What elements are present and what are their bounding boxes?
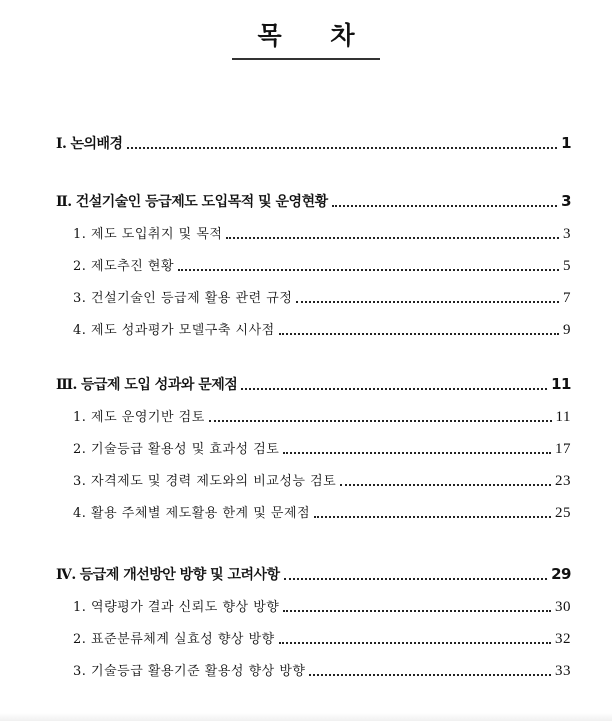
page-number: 9 [563, 322, 571, 338]
dot-leader [127, 147, 558, 149]
section-title: 등급제 도입 성과와 문제점 [80, 377, 238, 393]
toc-item[interactable] [56, 223, 571, 248]
page-number: 3 [563, 226, 571, 242]
dot-leader [226, 237, 559, 239]
dot-leader [283, 610, 551, 612]
toc-item[interactable] [56, 596, 571, 621]
page-number: 23 [555, 473, 571, 489]
toc-item[interactable] [56, 628, 571, 653]
dot-leader [241, 388, 547, 390]
dot-leader [284, 578, 548, 580]
item-title: 3. 자격제도 및 경력 제도와의 비교성능 검토 [73, 474, 337, 489]
title-wrap [0, 12, 612, 60]
toc-item[interactable] [56, 319, 571, 344]
section-label [56, 564, 280, 584]
item-title: 4. 활용 주체별 제도활용 한계 및 문제점 [73, 506, 311, 521]
dot-leader [340, 484, 551, 486]
page-number: 29 [551, 565, 571, 583]
dot-leader [209, 420, 552, 422]
section-label [56, 374, 237, 394]
section-title: 등급제 개선방안 방향 및 고려사항 [79, 567, 280, 583]
dot-leader [178, 269, 559, 271]
table-of-contents [56, 133, 571, 685]
toc-section-1[interactable] [56, 133, 571, 158]
item-title: 1. 제도 운영기반 검토 [73, 410, 205, 425]
page-number: 33 [555, 663, 571, 679]
section-label [56, 133, 123, 153]
section-title: 논의배경 [70, 136, 123, 152]
item-title: 4. 제도 성과평가 모델구축 시사점 [73, 323, 275, 338]
page-number: 3 [561, 192, 571, 210]
toc-item[interactable] [56, 438, 571, 463]
toc-item[interactable] [56, 406, 571, 431]
page-number: 32 [555, 631, 571, 647]
toc-item[interactable] [56, 660, 571, 685]
dot-leader [279, 333, 559, 335]
dot-leader [279, 642, 551, 644]
toc-section-3[interactable] [56, 374, 571, 399]
page-number: 7 [563, 290, 571, 306]
page-number: 5 [563, 258, 571, 274]
section-number: Ⅲ. [56, 377, 77, 393]
page-number: 25 [555, 505, 571, 521]
section-title: 건설기술인 등급제도 도입목적 및 운영현황 [75, 194, 328, 210]
page-edge-shade [0, 713, 612, 721]
section-label [56, 191, 328, 211]
page-title: 목 차 [232, 12, 380, 60]
dot-leader [309, 674, 551, 676]
dot-leader [332, 205, 557, 207]
section-number: Ⅱ. [56, 194, 72, 210]
dot-leader [314, 516, 551, 518]
section-number: Ⅳ. [56, 567, 76, 583]
item-title: 1. 역량평가 결과 신뢰도 향상 방향 [73, 600, 280, 615]
toc-item[interactable] [56, 470, 571, 495]
item-title: 3. 기술등급 활용기준 활용성 향상 방향 [73, 664, 306, 679]
page-number: 17 [555, 441, 571, 457]
toc-item[interactable] [56, 287, 571, 312]
section-number: Ⅰ. [56, 136, 67, 152]
item-title: 2. 제도추진 현황 [73, 259, 175, 274]
item-title: 3. 건설기술인 등급제 활용 관련 규정 [73, 291, 293, 306]
toc-section-4[interactable] [56, 564, 571, 589]
dot-leader [296, 301, 559, 303]
page-number: 30 [555, 599, 571, 615]
page-number: 1 [561, 134, 571, 152]
toc-item[interactable] [56, 502, 571, 527]
dot-leader [283, 452, 551, 454]
item-title: 2. 표준분류체계 실효성 향상 방향 [73, 632, 275, 647]
item-title: 2. 기술등급 활용성 및 효과성 검토 [73, 442, 280, 457]
item-title: 1. 제도 도입취지 및 목적 [73, 227, 223, 242]
toc-section-2[interactable] [56, 191, 571, 216]
toc-item[interactable] [56, 255, 571, 280]
page-number: 11 [555, 409, 571, 425]
page-number: 11 [551, 375, 571, 393]
